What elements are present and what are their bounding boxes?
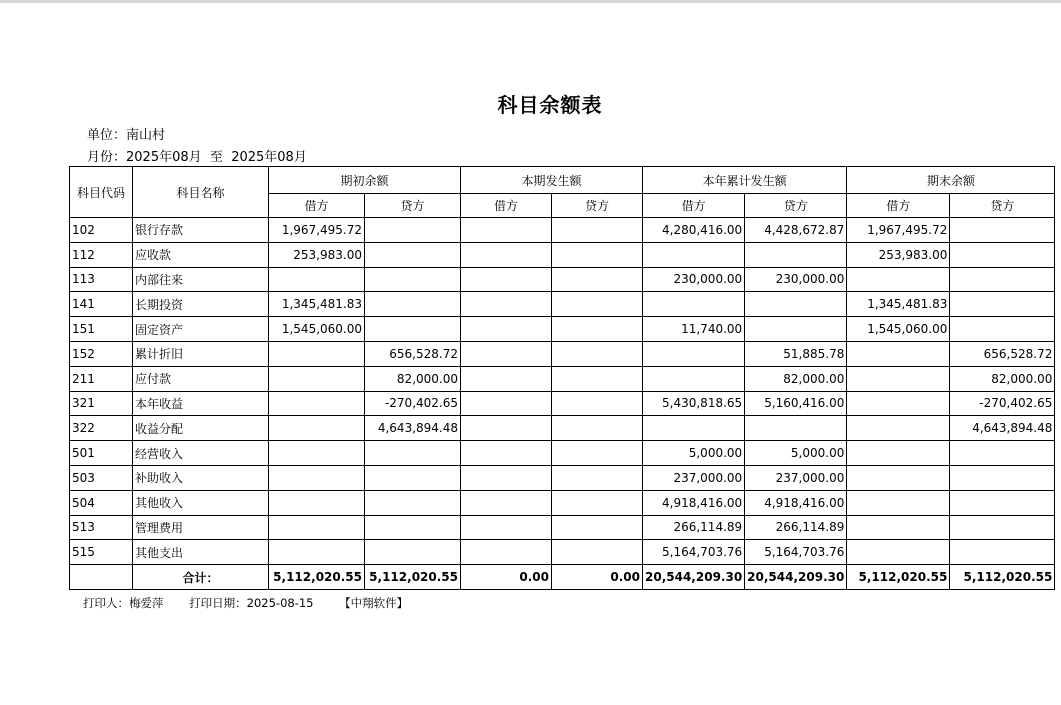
amount-cell [365,292,461,317]
amount-cell: 266,114.89 [643,515,745,540]
account-code: 322 [70,416,133,441]
amount-cell [365,267,461,292]
amount-cell [365,441,461,466]
amount-cell [365,242,461,267]
header-code: 科目代码 [70,167,133,218]
account-code: 112 [70,242,133,267]
amount-cell [269,341,365,366]
amount-cell [269,391,365,416]
software-name: 【中翔软件】 [339,596,409,610]
amount-cell [847,540,950,565]
amount-cell [745,242,847,267]
amount-cell [950,465,1055,490]
header-credit: 贷方 [552,194,643,218]
account-name: 应收款 [133,242,269,267]
header-group-ytd: 本年累计发生额 [643,167,847,194]
amount-cell: 1,345,481.83 [269,292,365,317]
amount-cell: 11,740.00 [643,317,745,342]
amount-cell: 656,528.72 [365,341,461,366]
amount-cell: 237,000.00 [643,465,745,490]
amount-cell [643,242,745,267]
total-code-cell [70,565,133,590]
account-name: 银行存款 [133,218,269,243]
amount-cell [461,242,552,267]
amount-cell [461,515,552,540]
account-code: 321 [70,391,133,416]
amount-cell [365,540,461,565]
amount-cell [552,465,643,490]
account-name: 经营收入 [133,441,269,466]
table-row [70,391,1055,416]
total-row [70,565,1055,590]
amount-cell [950,490,1055,515]
amount-cell [643,366,745,391]
unit-label: 单位： [87,128,127,143]
amount-cell [950,441,1055,466]
table-row [70,416,1055,441]
header-credit: 贷方 [950,194,1055,218]
unit-line [87,124,165,143]
amount-cell [461,341,552,366]
total-cell: 5,112,020.55 [269,565,365,590]
amount-cell [847,515,950,540]
amount-cell [847,267,950,292]
total-cell: 0.00 [461,565,552,590]
account-name: 长期投资 [133,292,269,317]
balance-table [69,166,1055,590]
amount-cell: 1,967,495.72 [847,218,950,243]
header-debit: 借方 [461,194,552,218]
amount-cell: 5,000.00 [643,441,745,466]
account-code: 211 [70,366,133,391]
amount-cell [269,490,365,515]
amount-cell: 82,000.00 [950,366,1055,391]
amount-cell [461,267,552,292]
amount-cell [365,465,461,490]
amount-cell [950,515,1055,540]
amount-cell: -270,402.65 [365,391,461,416]
amount-cell [552,292,643,317]
amount-cell: 237,000.00 [745,465,847,490]
amount-cell [552,366,643,391]
amount-cell [269,267,365,292]
account-name: 其他收入 [133,490,269,515]
amount-cell [365,490,461,515]
amount-cell: 266,114.89 [745,515,847,540]
total-label: 合计： [133,565,269,590]
amount-cell [552,341,643,366]
account-code: 504 [70,490,133,515]
amount-cell [950,242,1055,267]
amount-cell [552,242,643,267]
amount-cell [461,441,552,466]
amount-cell [847,490,950,515]
total-cell: 5,112,020.55 [365,565,461,590]
unit-value: 南山村 [126,128,166,143]
amount-cell [745,416,847,441]
amount-cell [745,317,847,342]
amount-cell: 51,885.78 [745,341,847,366]
amount-cell: 82,000.00 [745,366,847,391]
amount-cell [461,416,552,441]
account-name: 其他支出 [133,540,269,565]
total-cell: 20,544,209.30 [643,565,745,590]
amount-cell: 4,643,894.48 [365,416,461,441]
amount-cell [365,317,461,342]
header-debit: 借方 [847,194,950,218]
account-code: 501 [70,441,133,466]
amount-cell: 5,000.00 [745,441,847,466]
amount-cell [365,218,461,243]
amount-cell: 5,430,818.65 [643,391,745,416]
table-row [70,366,1055,391]
amount-cell [847,441,950,466]
account-name: 累计折旧 [133,341,269,366]
amount-cell: 4,280,416.00 [643,218,745,243]
amount-cell: 4,918,416.00 [643,490,745,515]
account-code: 141 [70,292,133,317]
header-debit: 借方 [643,194,745,218]
amount-cell [552,391,643,416]
total-cell: 0.00 [552,565,643,590]
header-credit: 贷方 [365,194,461,218]
amount-cell [552,218,643,243]
table-body [70,218,1055,565]
amount-cell [950,540,1055,565]
amount-cell [552,540,643,565]
amount-cell [269,416,365,441]
amount-cell [461,490,552,515]
amount-cell: 1,345,481.83 [847,292,950,317]
account-code: 503 [70,465,133,490]
amount-cell [950,267,1055,292]
table-row [70,267,1055,292]
amount-cell [950,218,1055,243]
amount-cell [847,416,950,441]
account-code: 102 [70,218,133,243]
account-name: 收益分配 [133,416,269,441]
header-group-opening: 期初余额 [269,167,461,194]
amount-cell [643,416,745,441]
amount-cell [269,441,365,466]
amount-cell [269,540,365,565]
table-row [70,465,1055,490]
amount-cell [847,465,950,490]
amount-cell: 230,000.00 [745,267,847,292]
amount-cell [461,292,552,317]
amount-cell [461,391,552,416]
table-row [70,317,1055,342]
amount-cell [269,465,365,490]
amount-cell [461,317,552,342]
amount-cell [950,317,1055,342]
account-code: 113 [70,267,133,292]
period-label: 月份： [87,150,127,165]
amount-cell [643,341,745,366]
header-group-period: 本期发生额 [461,167,643,194]
amount-cell [745,292,847,317]
account-name: 本年收益 [133,391,269,416]
account-code: 151 [70,317,133,342]
report-title: 科目余额表 [497,93,603,117]
amount-cell: 1,545,060.00 [847,317,950,342]
amount-cell [950,292,1055,317]
amount-cell: 5,164,703.76 [643,540,745,565]
account-code: 152 [70,341,133,366]
header-debit: 借方 [269,194,365,218]
amount-cell: 5,164,703.76 [745,540,847,565]
amount-cell [461,465,552,490]
period-line [87,146,307,165]
amount-cell: 82,000.00 [365,366,461,391]
footer [83,595,430,611]
amount-cell: 5,160,416.00 [745,391,847,416]
total-cell: 5,112,020.55 [847,565,950,590]
amount-cell [552,441,643,466]
table-row [70,540,1055,565]
top-border [0,0,1061,3]
account-name: 内部往来 [133,267,269,292]
amount-cell [552,490,643,515]
total-cell: 20,544,209.30 [745,565,847,590]
amount-cell: 4,643,894.48 [950,416,1055,441]
total-cell: 5,112,020.55 [950,565,1055,590]
amount-cell [365,515,461,540]
amount-cell: 656,528.72 [950,341,1055,366]
account-name: 管理费用 [133,515,269,540]
account-name: 补助收入 [133,465,269,490]
period-to: 2025年08月 [231,150,307,165]
amount-cell [552,317,643,342]
table-row [70,341,1055,366]
period-to-word: 至 [209,150,223,165]
amount-cell [461,218,552,243]
amount-cell [847,341,950,366]
table-row [70,490,1055,515]
amount-cell: 1,545,060.00 [269,317,365,342]
period-from: 2025年08月 [126,150,202,165]
amount-cell: 4,918,416.00 [745,490,847,515]
amount-cell [552,515,643,540]
account-code: 515 [70,540,133,565]
table-row [70,242,1055,267]
amount-cell: 1,967,495.72 [269,218,365,243]
amount-cell [552,416,643,441]
header-group-closing: 期末余额 [847,167,1055,194]
table-row [70,218,1055,243]
table-row [70,515,1055,540]
amount-cell: 253,983.00 [847,242,950,267]
amount-cell [847,366,950,391]
amount-cell: 4,428,672.87 [745,218,847,243]
amount-cell [461,366,552,391]
amount-cell: -270,402.65 [950,391,1055,416]
header-name: 科目名称 [133,167,269,218]
table-row [70,292,1055,317]
amount-cell: 230,000.00 [643,267,745,292]
amount-cell [847,391,950,416]
amount-cell [269,515,365,540]
account-name: 应付款 [133,366,269,391]
amount-cell [461,540,552,565]
table-row [70,441,1055,466]
printer: 打印人：梅爱萍 [83,596,164,610]
amount-cell [269,366,365,391]
amount-cell [643,292,745,317]
account-name: 固定资产 [133,317,269,342]
amount-cell [552,267,643,292]
print-date: 打印日期：2025-08-15 [189,596,314,610]
header-credit: 贷方 [745,194,847,218]
amount-cell: 253,983.00 [269,242,365,267]
account-code: 513 [70,515,133,540]
